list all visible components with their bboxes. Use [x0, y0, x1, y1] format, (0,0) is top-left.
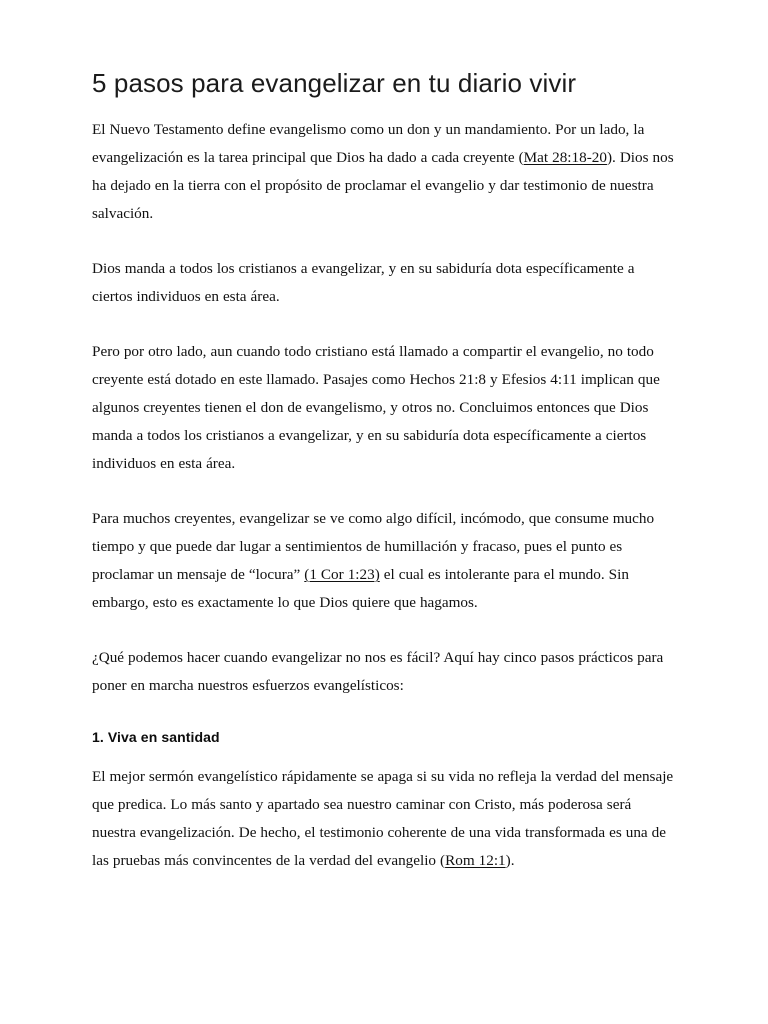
paragraph-text: ). — [505, 852, 515, 869]
scripture-reference-link[interactable]: Rom 12:1 — [445, 852, 506, 869]
paragraph-3 — [92, 338, 676, 478]
paragraph-text: ). Dios nos ha dejado en la tierra con el propósito de proclamar el evangelio y dar testimonio de nuestra salvación. — [92, 149, 674, 222]
paragraph-text: ¿Qué podemos hacer cuando evangelizar no nos es fácil? Aquí hay cinco pasos prácticos para poner en marcha nuestros esfuerzos evangelísticos: — [92, 649, 664, 694]
paragraph-text: Dios manda a todos los cristianos a evangelizar, y en su sabiduría dota específicamente a ciertos individuos en esta área. — [92, 260, 635, 305]
paragraph-4 — [92, 505, 676, 617]
section-heading-1: 1. Viva en santidad — [92, 729, 220, 745]
scripture-reference-link[interactable]: Mat 28:18-20 — [523, 149, 607, 166]
paragraph-text: Pero por otro lado, aun cuando todo cristiano está llamado a compartir el evangelio, no todo creyente está dotado en este llamado. Pasajes como Hechos 21:8 y Efesios 4:11 implican que algunos creyentes tienen el don de evangelismo, y otros no. Concluimos entonces que Dios manda a todos los cristianos a evangelizar, y en su sabiduría dota específicamente a ciertos individuos en esta área. — [92, 343, 660, 472]
page-title: 5 pasos para evangelizar en tu diario vivir — [92, 68, 577, 98]
paragraph-6 — [92, 763, 676, 875]
paragraph-text: el cual es intolerante para el mundo. Sin embargo, esto es exactamente lo que Dios quiere que hagamos. — [92, 566, 629, 611]
document-body — [92, 66, 676, 902]
paragraph-text: El mejor sermón evangelístico rápidamente se apaga si su vida no refleja la verdad del mensaje que predica. Lo más santo y apartado sea nuestro caminar con Cristo, más poderosa será nuestra evangelización. De hecho, el testimonio coherente de una vida transformada es una de las pruebas más convincentes de la verdad del evangelio ( — [92, 768, 674, 869]
paragraph-1 — [92, 116, 676, 228]
scripture-reference-link[interactable]: (1 Cor 1:23) — [304, 566, 380, 583]
paragraph-2 — [92, 255, 676, 311]
paragraph-text: El Nuevo Testamento define evangelismo como un don y un mandamiento. Por un lado, la evangelización es la tarea principal que Dios ha dado a cada creyente ( — [92, 121, 645, 166]
paragraph-5 — [92, 644, 676, 700]
paragraph-text: Para muchos creyentes, evangelizar se ve como algo difícil, incómodo, que consume mucho tiempo y que puede dar lugar a sentimientos de humillación y fracaso, pues el punto es proclamar un mensaje de “locura” — [92, 510, 655, 583]
